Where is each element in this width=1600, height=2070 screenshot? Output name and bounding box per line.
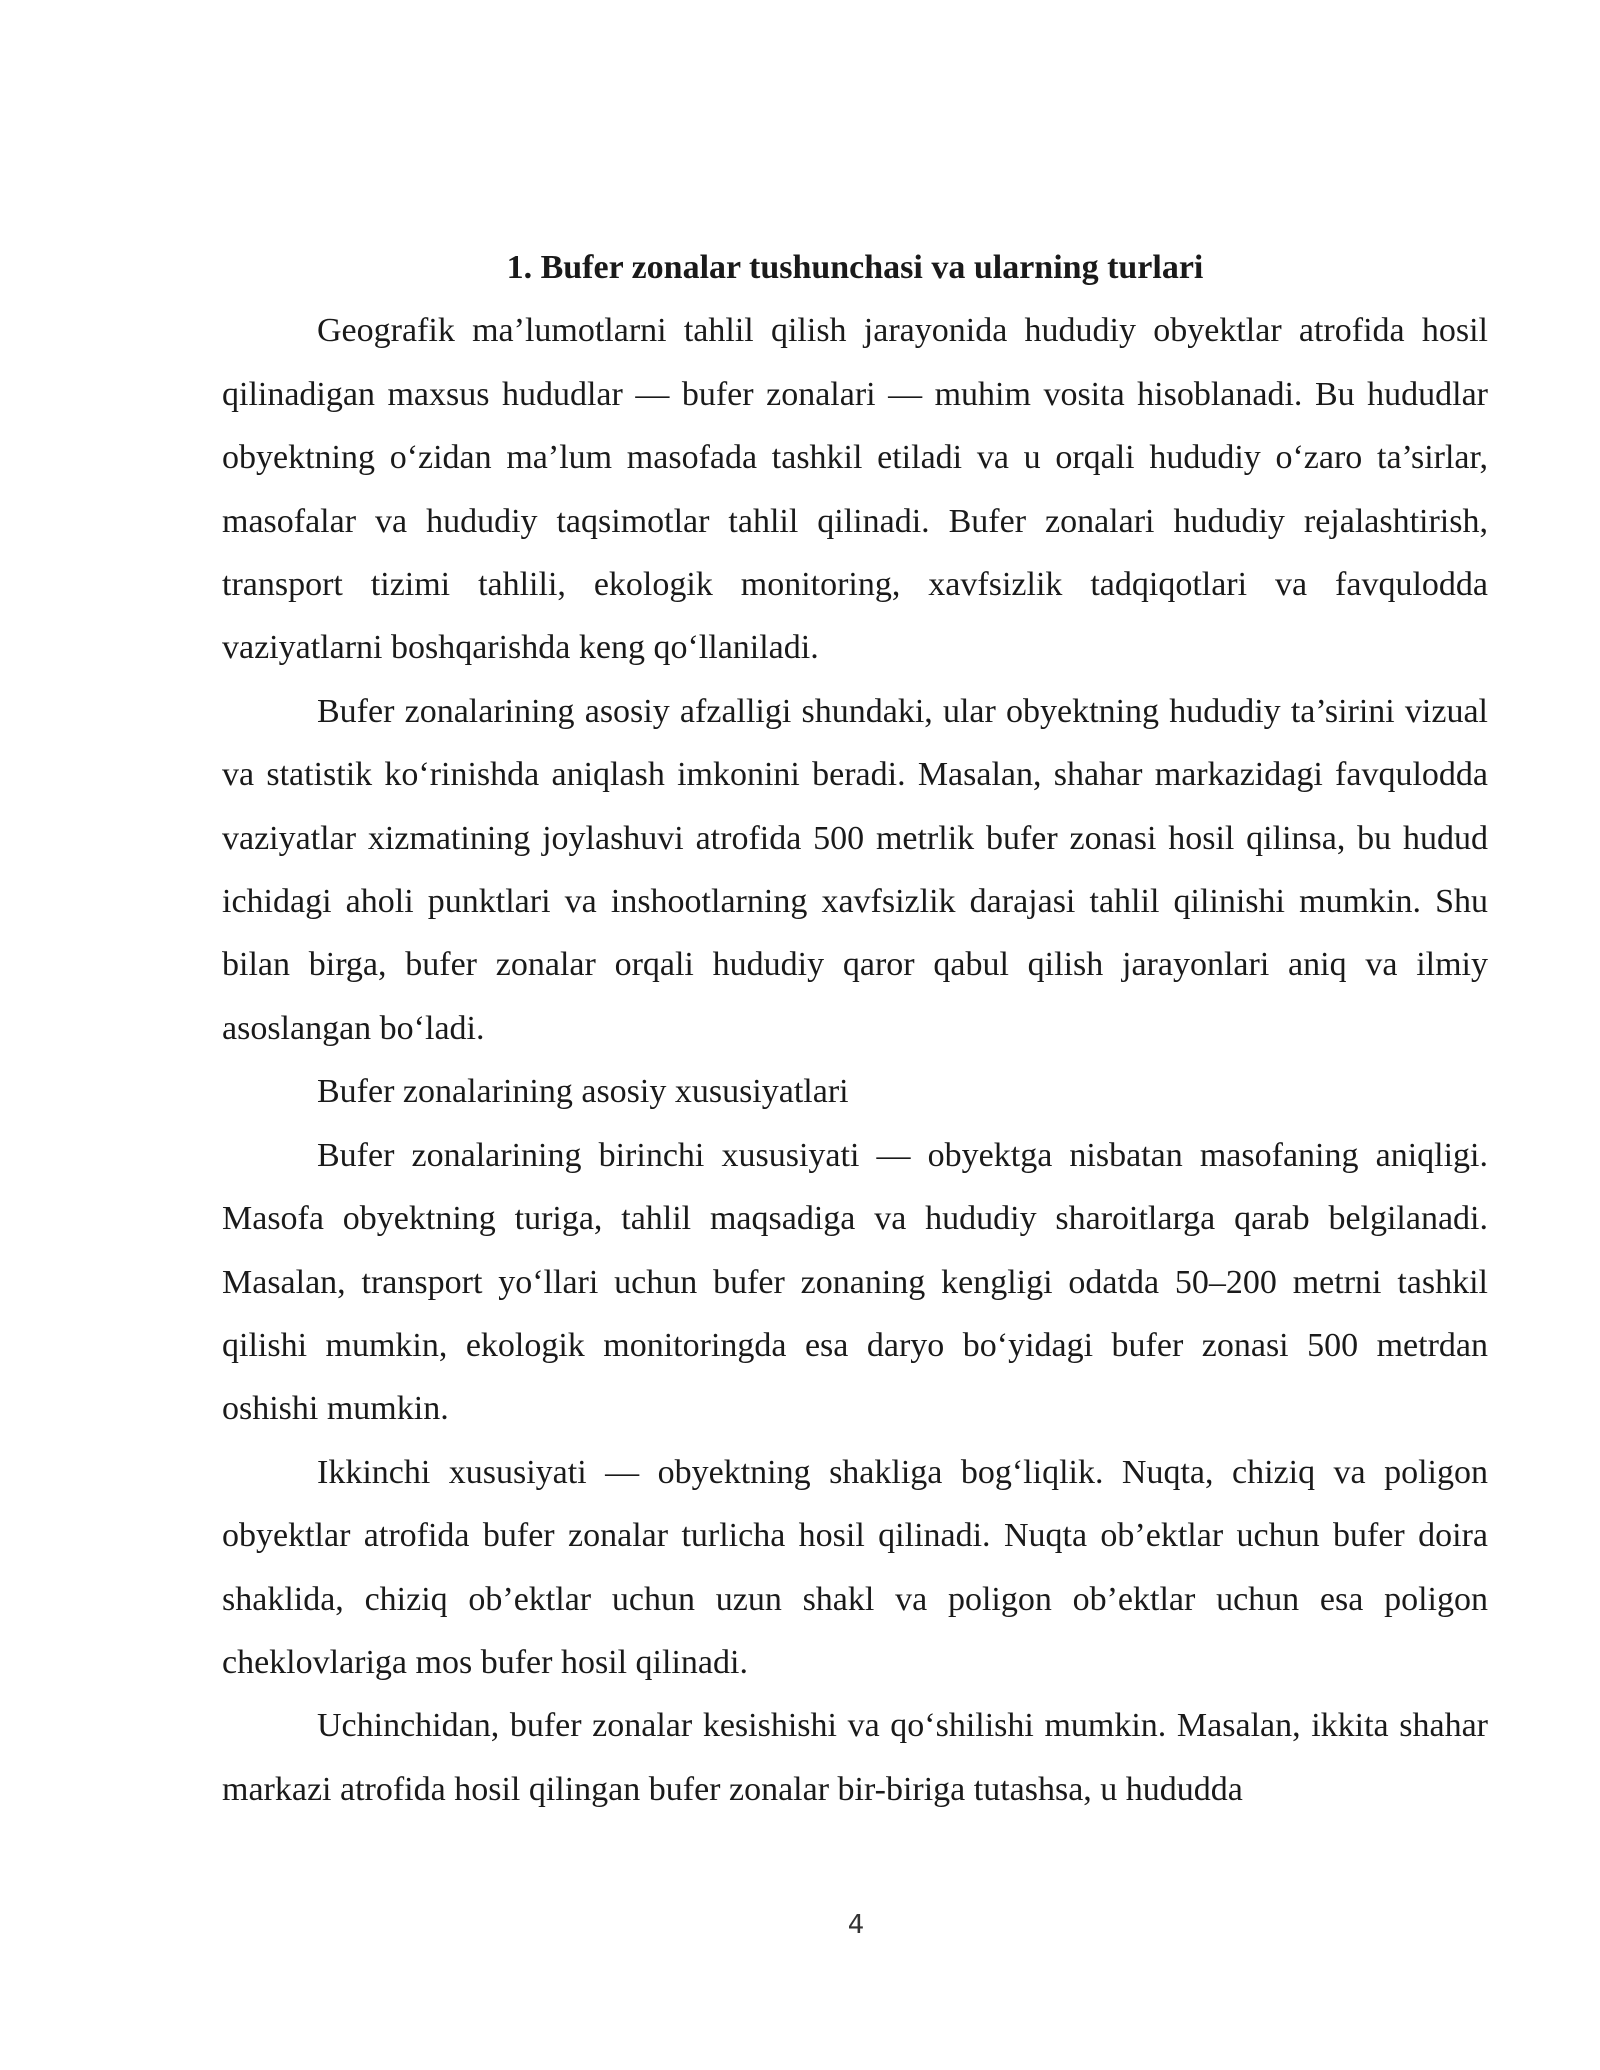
paragraph-first-feature: Bufer zonalarining birinchi xususiyati — obyektga nisbatan masofaning aniqligi. Masofa obyektning turiga, tahlil maqsadiga va hududiy sharoitlarga qarab belgilanadi. Masalan, transport yo‘llari uchun bufer zonaning kengligi odatda 50–200 metrni tashkil qilishi mumkin, ekologik monitoringda esa daryo bo‘yidagi bufer zonasi 500 metrdan oshishi mumkin. <box>222 1136 1488 1428</box>
page-body <box>222 236 1488 1821</box>
paragraph-intro: Geografik ma’lumotlarni tahlil qilish jarayonida hududiy obyektlar atrofida hosil qilinadigan maxsus hududlar — bufer zonalari — muhim vosita hisoblanadi. Bu hududlar obyektning o‘zidan ma’lum masofada tashkil etiladi va u orqali hududiy o‘zaro ta’sirlar, masofalar va hududiy taqsimotlar tahlil qilinadi. Bufer zonalari hududiy rejalashtirish, transport tizimi tahlili, ekologik monitoring, xavfsizlik tadqiqotlari va favqulodda vaziyatlarni boshqarishda keng qo‘llaniladi. <box>222 312 1488 667</box>
page-number: 4 <box>847 1910 865 1940</box>
subheading-features: Bufer zonalarining asosiy xususiyatlari <box>317 1073 849 1111</box>
paragraph-advantages: Bufer zonalarining asosiy afzalligi shundaki, ular obyektning hududiy ta’sirini vizual va statistik ko‘rinishda aniqlash imkonini beradi. Masalan, shahar markazidagi favqulodda vaziyatlar xizmatining joylashuvi atrofida 500 metrlik bufer zonasi hosil qilinsa, bu hudud ichidagi aholi punktlari va inshootlarning xavfsizlik darajasi tahlil qilinishi mumkin. Shu bilan birga, bufer zonalar orqali hududiy qaror qabul qilish jarayonlari aniq va ilmiy asoslangan bo‘ladi. <box>222 692 1488 1047</box>
paragraph-third-feature: Uchinchidan, bufer zonalar kesishishi va qo‘shilishi mumkin. Masalan, ikkita shahar markazi atrofida hosil qilingan bufer zonalar bir-biriga tutashsa, u hududda <box>222 1707 1488 1808</box>
paragraph-second-feature: Ikkinchi xususiyati — obyektning shakliga bog‘liqlik. Nuqta, chiziq va poligon obyektlar atrofida bufer zonalar turlicha hosil qilinadi. Nuqta ob’ektlar uchun bufer doira shaklida, chiziq ob’ektlar uchun uzun shakl va poligon ob’ektlar uchun esa poligon cheklovlariga mos bufer hosil qilinadi. <box>222 1453 1488 1681</box>
section-heading: 1. Bufer zonalar tushunchasi va ularning turlari <box>506 249 1204 286</box>
